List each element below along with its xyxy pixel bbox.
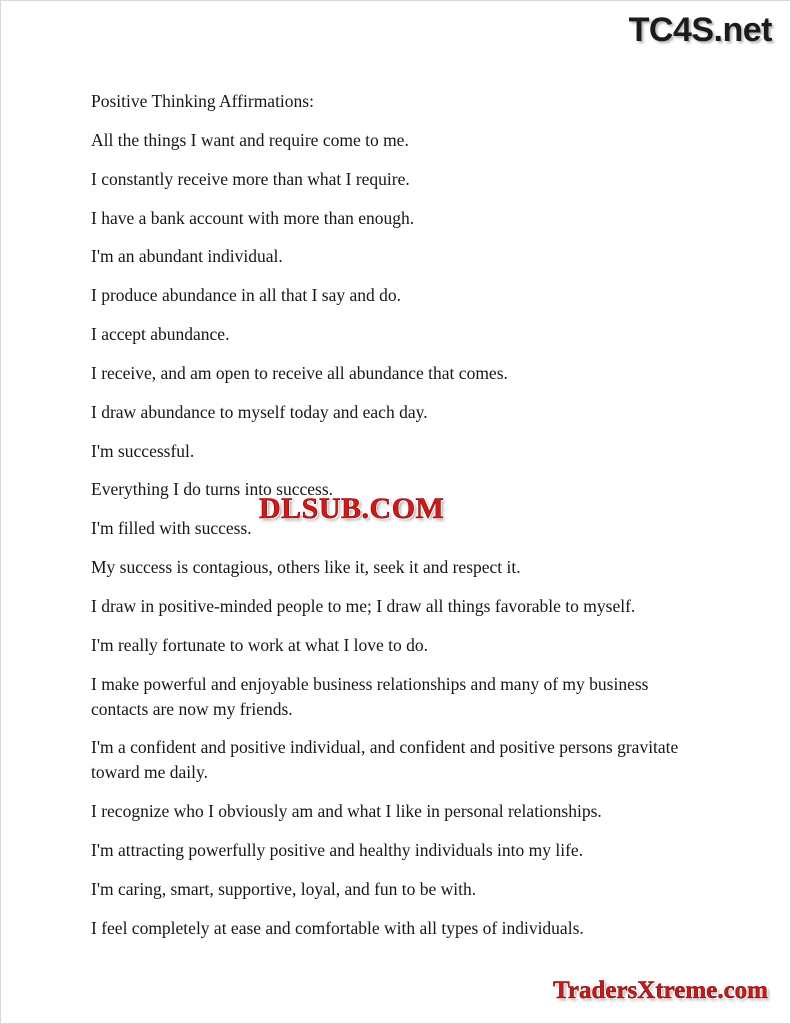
site-logo: TC4S.net	[628, 11, 772, 49]
document-line: I'm an abundant individual.	[91, 246, 283, 267]
document-line: I draw in positive-minded people to me; I draw all things favorable to myself.	[91, 595, 636, 616]
document-line: I'm attracting powerfully positive and healthy individuals into my life.	[91, 839, 584, 860]
document-line: I draw abundance to myself today and each day.	[91, 401, 428, 422]
watermark-overlay: DLSUB.COM	[259, 492, 445, 525]
document-line: I produce abundance in all that I say and do.	[91, 285, 402, 306]
document-line: I receive, and am open to receive all abundance that comes.	[91, 362, 508, 383]
document-line: I'm a confident and positive individual, and confident and positive persons gravitate toward me daily.	[91, 737, 679, 783]
document-line: I'm filled with success.	[91, 518, 252, 539]
document-line: All the things I want and require come to me.	[91, 129, 409, 150]
document-line: I constantly receive more than what I require.	[91, 168, 410, 189]
document-line: I recognize who I obviously am and what I like in personal relationships.	[91, 801, 602, 822]
document-line: I'm caring, smart, supportive, loyal, and fun to be with.	[91, 878, 477, 899]
document-line: I'm successful.	[91, 440, 195, 461]
document-line: I'm really fortunate to work at what I love to do.	[91, 634, 429, 655]
document-line: I have a bank account with more than enough.	[91, 207, 415, 228]
document-text-body	[91, 89, 703, 940]
document-line: I accept abundance.	[91, 324, 230, 345]
footer-site-logo: TradersXtreme.com	[553, 977, 768, 1004]
document-line: I make powerful and enjoyable business relationships and many of my business contacts are now my friends.	[91, 673, 649, 719]
document-line: Everything I do turns into success.	[91, 479, 334, 500]
document-line: Positive Thinking Affirmations:	[91, 91, 314, 111]
document-line: My success is contagious, others like it, seek it and respect it.	[91, 557, 521, 578]
document-line: I feel completely at ease and comfortable with all types of individuals.	[91, 917, 584, 938]
